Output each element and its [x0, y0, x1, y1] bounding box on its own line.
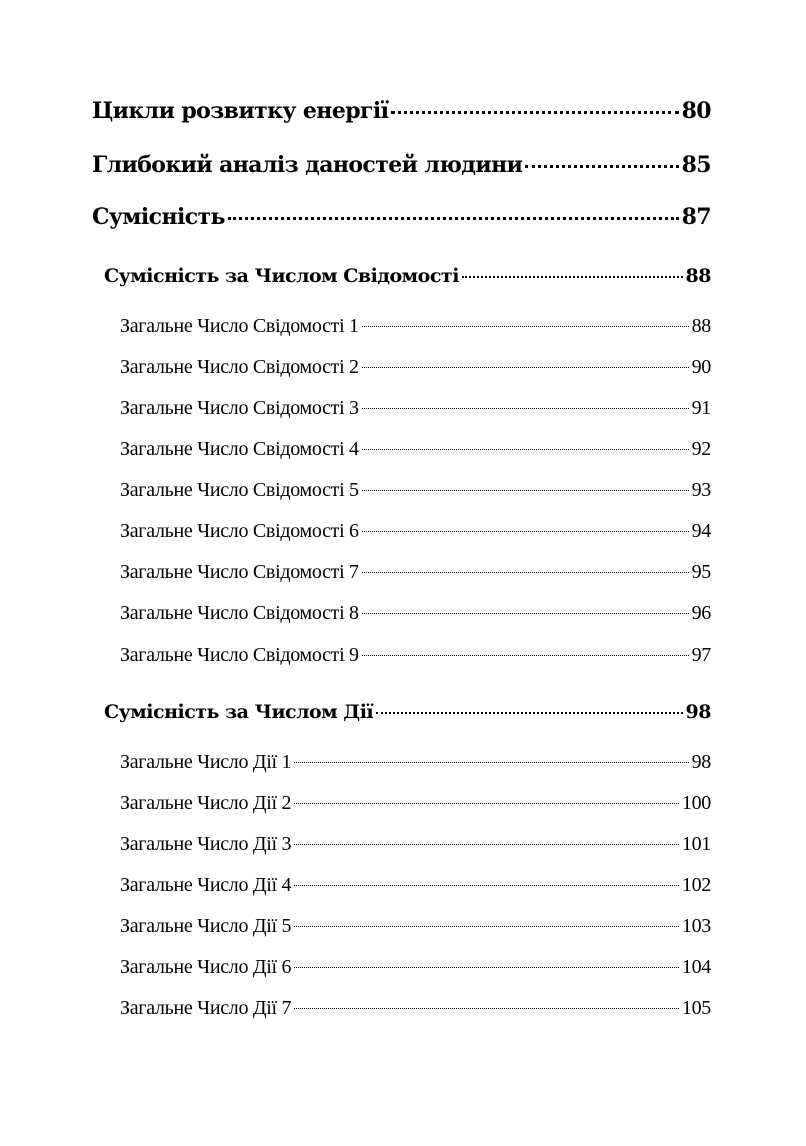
toc-entry-title: Загальне Число Свідомості 4 — [120, 438, 359, 460]
dot-leader — [362, 490, 689, 491]
dot-leader — [362, 572, 689, 573]
toc-entry[interactable] — [0, 602, 806, 625]
toc-entry-page: 87 — [681, 204, 711, 230]
toc-entry-page: 103 — [681, 915, 711, 937]
toc-entry[interactable] — [0, 520, 806, 543]
toc-entry-title: Загальне Число Дії 4 — [120, 874, 292, 896]
toc-entry-title: Загальне Число Свідомості 5 — [120, 479, 359, 501]
toc-entry[interactable] — [0, 792, 806, 815]
toc-entry-title: Загальне Число Дії 2 — [120, 792, 292, 814]
toc-entry[interactable] — [0, 479, 806, 502]
toc-entry-title: Загальне Число Дії 6 — [120, 956, 292, 978]
dot-leader — [362, 367, 689, 368]
toc-entry-page: 100 — [681, 792, 711, 814]
toc-entry-title: Загальне Число Свідомості 2 — [120, 356, 359, 378]
dot-leader — [228, 217, 679, 220]
toc-entry-page: 97 — [691, 644, 711, 666]
dot-leader — [294, 967, 679, 968]
toc-entry-page: 105 — [681, 997, 711, 1019]
toc-entry[interactable] — [0, 751, 806, 774]
toc-entry-page: 98 — [691, 751, 711, 773]
toc-entry[interactable] — [0, 315, 806, 338]
toc-entry-title: Загальне Число Свідомості 9 — [120, 644, 359, 666]
toc-entry[interactable] — [0, 152, 806, 178]
toc-entry-page: 104 — [681, 956, 711, 978]
toc-entry-title: Загальне Число Дії 7 — [120, 997, 292, 1019]
toc-entry[interactable] — [0, 644, 806, 667]
dot-leader — [294, 1008, 679, 1009]
dot-leader — [294, 926, 679, 927]
toc-entry-page: 85 — [681, 152, 711, 178]
toc-entry[interactable] — [0, 204, 806, 230]
dot-leader — [294, 844, 679, 845]
toc-entry-page: 90 — [691, 356, 711, 378]
toc-entry-page: 95 — [691, 561, 711, 583]
toc-entry-title: Сумісність за Числом Свідомості — [104, 265, 459, 287]
toc-entry[interactable] — [0, 98, 806, 124]
toc-entry[interactable] — [0, 997, 806, 1020]
toc-entry-page: 102 — [681, 874, 711, 896]
toc-entry[interactable] — [0, 265, 806, 287]
toc-entry-title: Загальне Число Свідомості 7 — [120, 561, 359, 583]
toc-entry-title: Загальне Число Дії 3 — [120, 833, 292, 855]
dot-leader — [294, 762, 688, 763]
toc-entry[interactable] — [0, 356, 806, 379]
toc-entry-title: Загальне Число Свідомості 8 — [120, 602, 359, 624]
dot-leader — [362, 449, 689, 450]
toc-entry-page: 96 — [691, 602, 711, 624]
toc-entry[interactable] — [0, 701, 806, 723]
dot-leader — [294, 885, 679, 886]
dot-leader — [391, 111, 678, 114]
toc-entry[interactable] — [0, 874, 806, 897]
toc-entry-page: 101 — [681, 833, 711, 855]
dot-leader — [376, 712, 682, 714]
toc-entry-title: Загальне Число Свідомості 1 — [120, 315, 359, 337]
toc-entry-page: 91 — [691, 397, 711, 419]
toc-entry-title: Сумісність — [92, 204, 225, 230]
dot-leader — [525, 165, 678, 168]
toc-entry[interactable] — [0, 833, 806, 856]
dot-leader — [362, 613, 689, 614]
toc-entry-title: Глибокий аналіз даностей людини — [92, 152, 523, 178]
toc-entry-title: Сумісність за Числом Дії — [104, 701, 374, 723]
toc-entry-title: Цикли розвитку енергії — [92, 98, 389, 124]
dot-leader — [362, 408, 689, 409]
toc-entry-title: Загальне Число Свідомості 6 — [120, 520, 359, 542]
toc-entry-page: 80 — [681, 98, 711, 124]
dot-leader — [362, 326, 689, 327]
toc-entry-title: Загальне Число Свідомості 3 — [120, 397, 359, 419]
toc-entry-page: 92 — [691, 438, 711, 460]
toc-entry[interactable] — [0, 438, 806, 461]
dot-leader — [294, 803, 679, 804]
toc-entry-page: 88 — [685, 265, 711, 287]
toc-entry[interactable] — [0, 956, 806, 979]
toc-entry-page: 94 — [691, 520, 711, 542]
toc-entry-title: Загальне Число Дії 1 — [120, 751, 292, 773]
toc-entry[interactable] — [0, 397, 806, 420]
toc-entry[interactable] — [0, 561, 806, 584]
dot-leader — [362, 531, 689, 532]
dot-leader — [462, 276, 683, 278]
toc-entry-page: 93 — [691, 479, 711, 501]
toc-entry-page: 98 — [685, 701, 711, 723]
toc-entry[interactable] — [0, 915, 806, 938]
dot-leader — [362, 655, 689, 656]
toc-entry-title: Загальне Число Дії 5 — [120, 915, 292, 937]
toc-entry-page: 88 — [691, 315, 711, 337]
